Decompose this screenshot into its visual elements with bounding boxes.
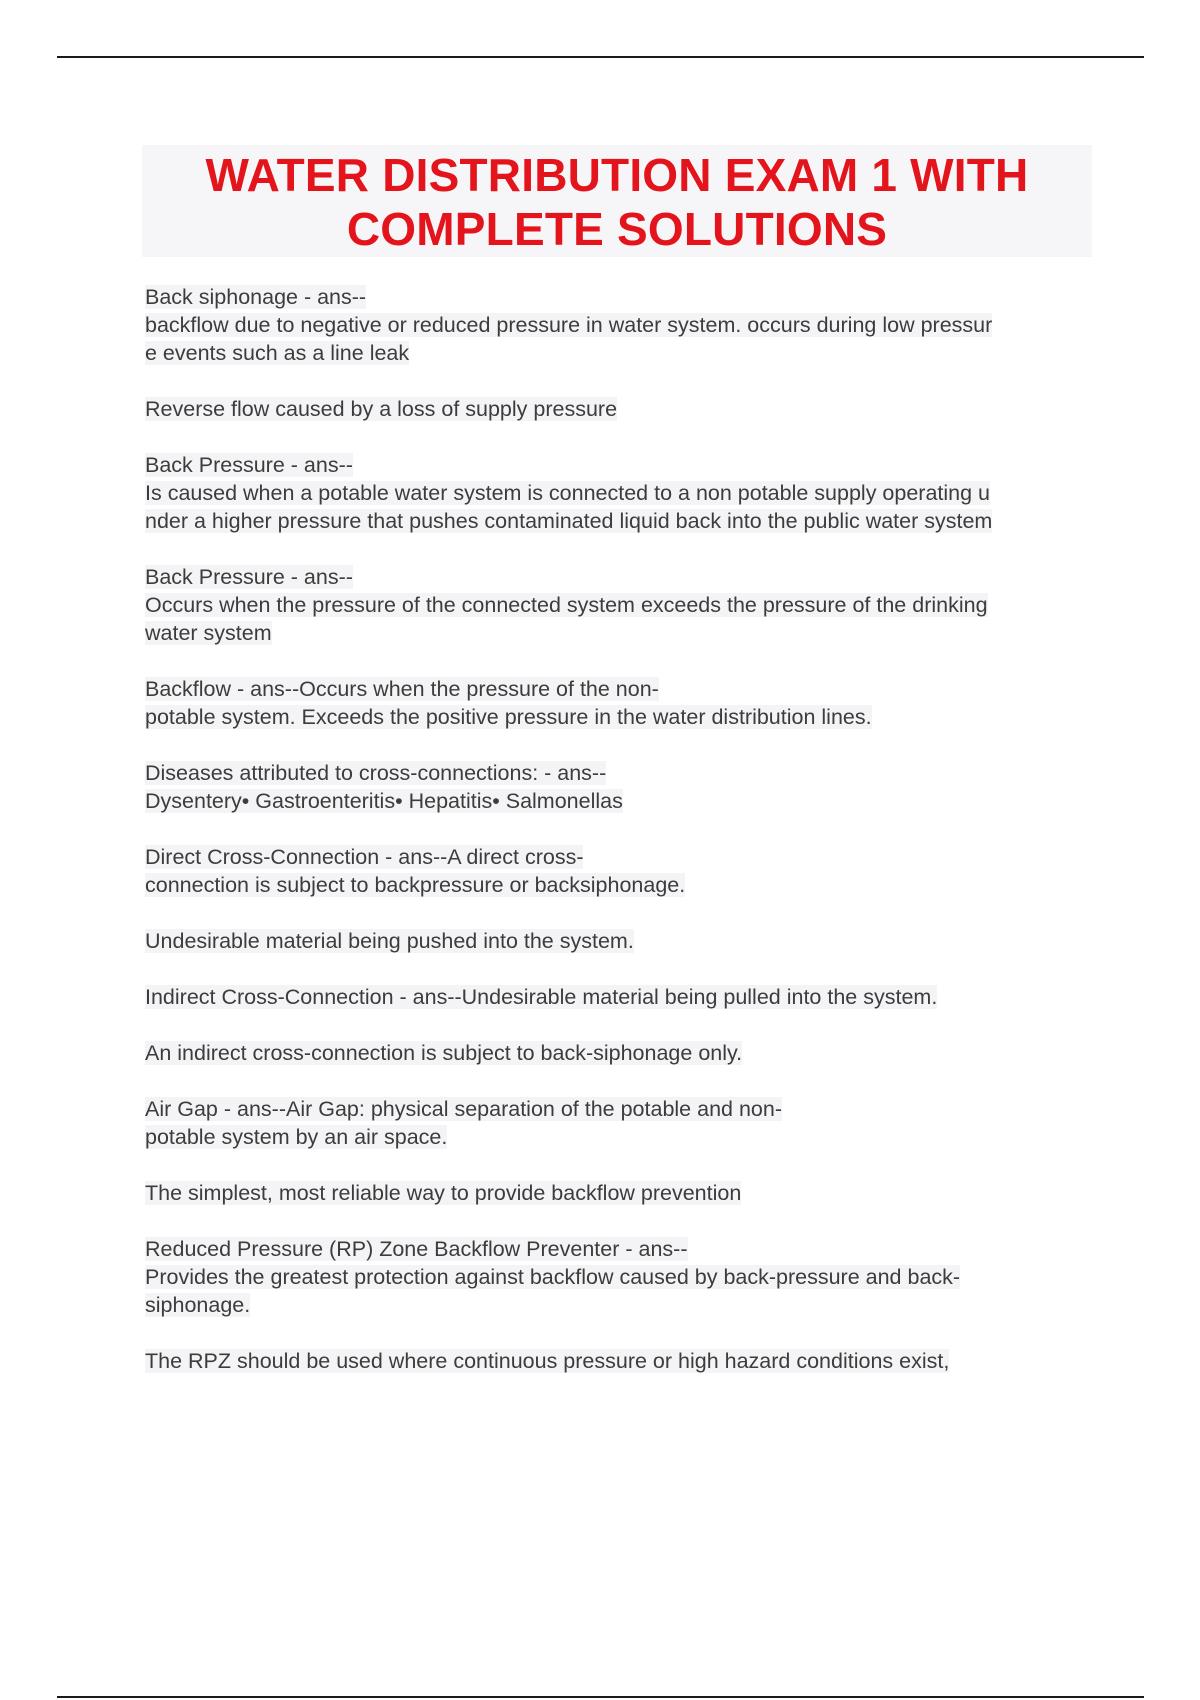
text-line-content: Air Gap - ans--Air Gap: physical separation of the potable and non-: [145, 1097, 782, 1121]
text-line: [145, 1039, 1095, 1067]
qa-paragraph: [145, 843, 1095, 899]
text-line-content: Direct Cross-Connection - ans--A direct cross-: [145, 845, 584, 869]
qa-paragraph: [145, 451, 1095, 535]
text-line: [145, 591, 1095, 619]
bottom-rule: [57, 1696, 1144, 1698]
text-line-content: Indirect Cross-Connection - ans--Undesirable material being pulled into the system.: [145, 985, 938, 1009]
text-line-content: An indirect cross-connection is subject to back-siphonage only.: [145, 1041, 743, 1065]
text-line: [145, 759, 1095, 787]
title-line-1: WATER DISTRIBUTION EXAM 1 WITH: [205, 149, 1029, 201]
text-line: [145, 983, 1095, 1011]
text-line: [145, 871, 1095, 899]
text-line-content: Dysentery• Gastroenteritis• Hepatitis• Salmonellas: [145, 789, 623, 813]
title-banner: [142, 145, 1092, 257]
text-line-content: The simplest, most reliable way to provide backflow prevention: [145, 1181, 742, 1205]
text-line: [145, 1235, 1095, 1263]
qa-paragraph: [145, 1095, 1095, 1151]
text-line-content: Is caused when a potable water system is connected to a non potable supply operating u: [145, 481, 991, 505]
qa-paragraph: [145, 395, 1095, 423]
text-line-content: Back siphonage - ans--: [145, 285, 367, 309]
text-line-content: Occurs when the pressure of the connected system exceeds the pressure of the drinking: [145, 593, 988, 617]
text-line: [145, 843, 1095, 871]
qa-paragraph: [145, 1039, 1095, 1067]
qa-paragraph: [145, 983, 1095, 1011]
qa-paragraph: [145, 563, 1095, 647]
text-line: [145, 1347, 1095, 1375]
text-line-content: Back Pressure - ans--: [145, 453, 353, 477]
text-line: [145, 507, 1095, 535]
text-line-content: Reduced Pressure (RP) Zone Backflow Preventer - ans--: [145, 1237, 688, 1261]
text-line-content: nder a higher pressure that pushes contaminated liquid back into the public water system: [145, 509, 993, 533]
title-line-2: COMPLETE SOLUTIONS: [346, 203, 888, 255]
text-line-content: potable system by an air space.: [145, 1125, 448, 1149]
text-line-content: The RPZ should be used where continuous pressure or high hazard conditions exist,: [145, 1349, 950, 1373]
text-line-content: Provides the greatest protection against backflow caused by back-pressure and back-: [145, 1265, 961, 1289]
qa-paragraph: [145, 1179, 1095, 1207]
text-line-content: potable system. Exceeds the positive pressure in the water distribution lines.: [145, 705, 872, 729]
text-line-content: Undesirable material being pushed into the system.: [145, 929, 634, 953]
qa-paragraph: [145, 283, 1095, 367]
text-line-content: Backflow - ans--Occurs when the pressure of the non-: [145, 677, 659, 701]
text-line: [145, 787, 1095, 815]
top-rule: [57, 56, 1144, 58]
text-line-content: Back Pressure - ans--: [145, 565, 353, 589]
qa-paragraph: [145, 1347, 1095, 1375]
text-line-content: Diseases attributed to cross-connections: - ans--: [145, 761, 607, 785]
text-line: [145, 339, 1095, 367]
text-line-content: e events such as a line leak: [145, 341, 410, 365]
text-line: [145, 1123, 1095, 1151]
text-line: [145, 479, 1095, 507]
text-line: [145, 1095, 1095, 1123]
text-line: [145, 703, 1095, 731]
text-line-content: water system: [145, 621, 272, 645]
text-line: [145, 311, 1095, 339]
text-line: [145, 1291, 1095, 1319]
text-line: [145, 395, 1095, 423]
text-line: [145, 451, 1095, 479]
text-line: [145, 619, 1095, 647]
text-line: [145, 1263, 1095, 1291]
qa-paragraph: [145, 927, 1095, 955]
text-line-content: backflow due to negative or reduced pressure in water system. occurs during low pressur: [145, 313, 993, 337]
text-line-content: siphonage.: [145, 1293, 251, 1317]
qa-paragraph: [145, 759, 1095, 815]
text-line: [145, 283, 1095, 311]
document-body: [145, 283, 1095, 1403]
text-line: [145, 927, 1095, 955]
text-line-content: connection is subject to backpressure or backsiphonage.: [145, 873, 686, 897]
text-line: [145, 1179, 1095, 1207]
qa-paragraph: [145, 1235, 1095, 1319]
qa-paragraph: [145, 675, 1095, 731]
text-line-content: Reverse flow caused by a loss of supply pressure: [145, 397, 618, 421]
text-line: [145, 563, 1095, 591]
text-line: [145, 675, 1095, 703]
